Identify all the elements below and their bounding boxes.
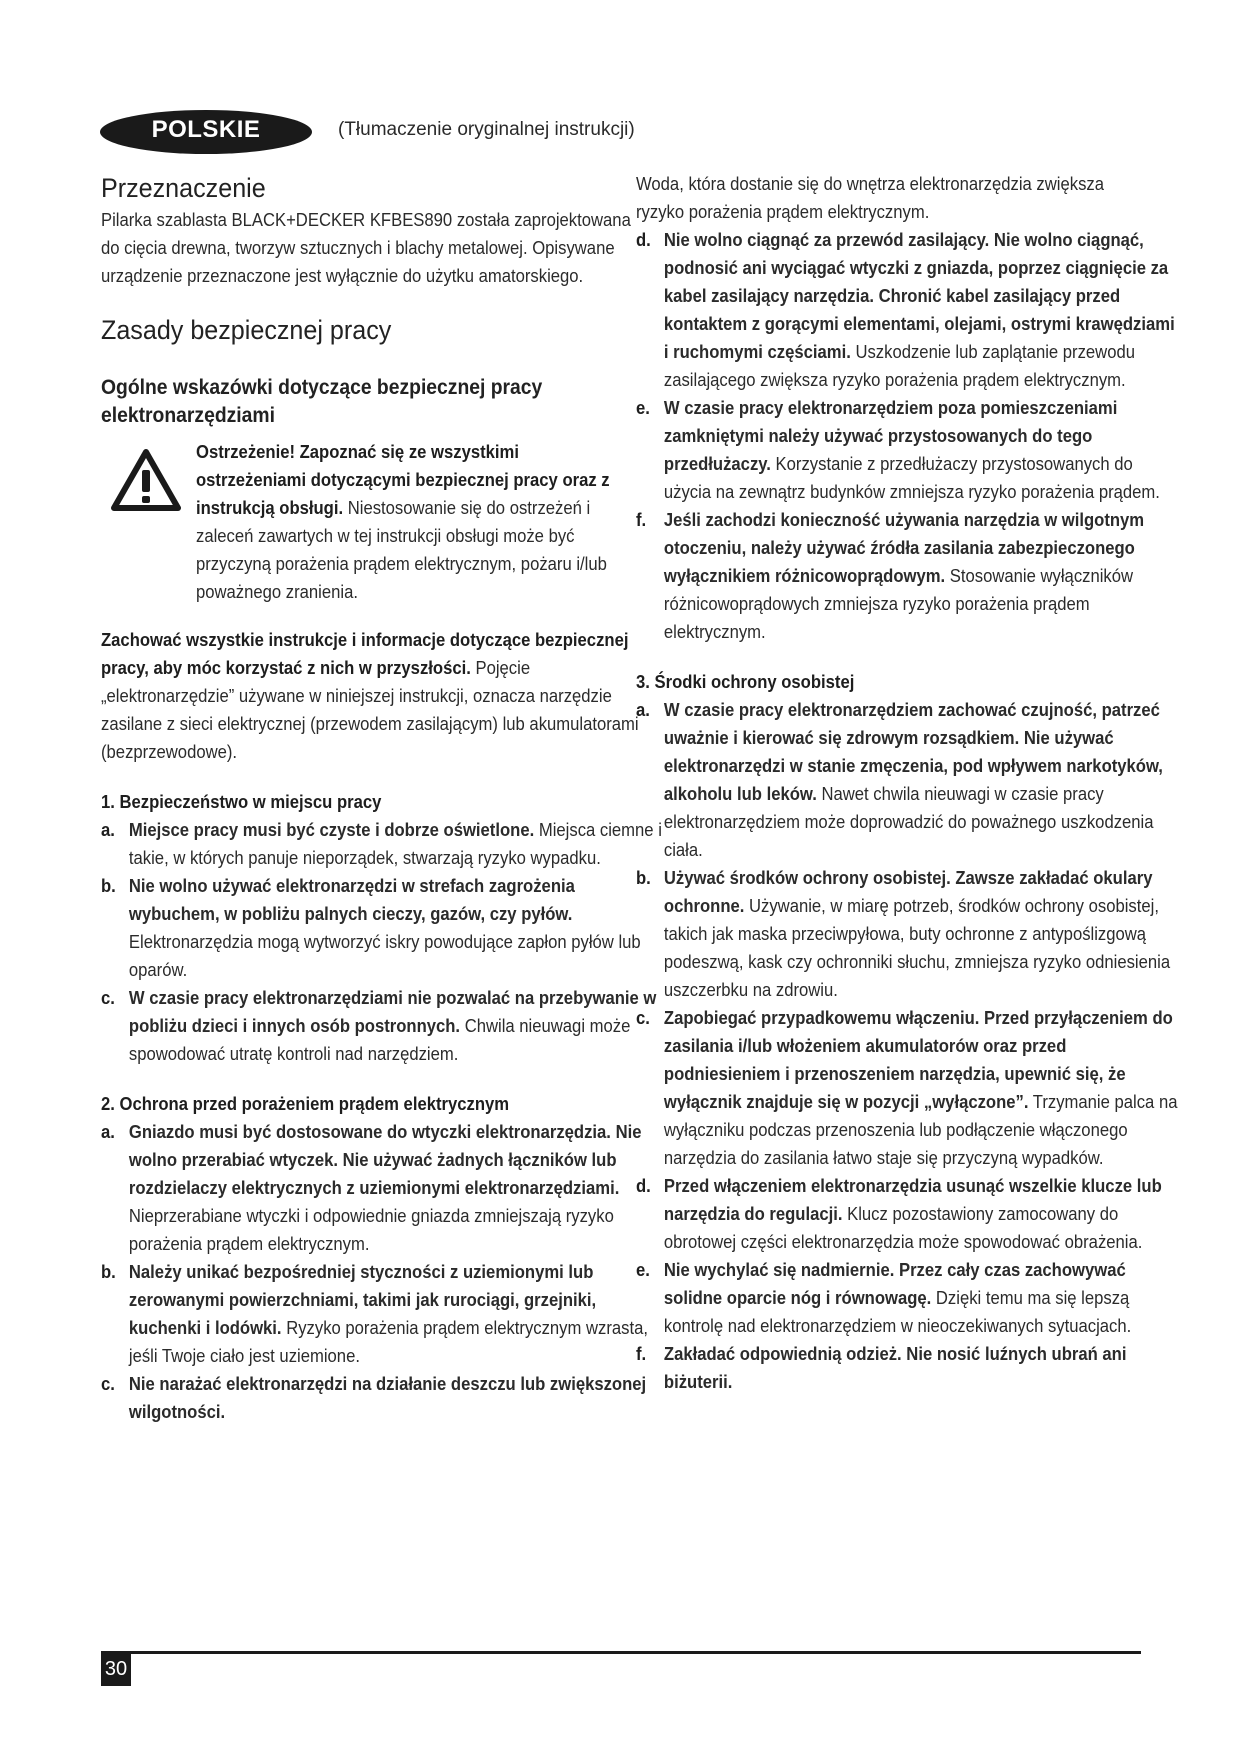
- warning-block: [101, 438, 641, 606]
- safety-heading: Zasady bezpiecznej pracy: [101, 315, 392, 345]
- list-item: d. Przed włączeniem elektronarzędzia usunąć wszelkie klucze lub narzędzia do regulacji. Klucz pozostawiony zamocowany do obrotowej części elektronarzędzia może spowodować obrażenia.: [636, 1175, 1162, 1252]
- intended-use-text: Pilarka szablasta BLACK+DECKER KFBES890 została zaprojektowana do cięcia drewna, tworzyw sztucznych i blachy metalowej. Opisywane urządzenie przeznaczone jest wyłącznie do użytku amatorskiego.: [101, 209, 631, 286]
- general-safety-heading: Ogólne wskazówki dotyczące bezpiecznej pracy elektronarzędziami: [101, 376, 543, 427]
- page-number: 30: [101, 1653, 131, 1686]
- translation-note: (Tłumaczenie oryginalnej instrukcji): [338, 119, 635, 140]
- personal-safety-section: [636, 668, 1178, 1396]
- list-item: a. W czasie pracy elektronarzędziem zachować czujność, patrzeć uważnie i kierować się zdrowym rozsądkiem. Nie używać elektronarzędzi w stanie zmęczenia, pod wpływem narkotyków, alkoholu lub leków. Nawet chwila nieuwagi w czasie pracy elektronarzędziem może doprowadzić do poważnego uszkodzenia ciała.: [636, 699, 1163, 860]
- warning-text: [196, 438, 641, 606]
- list-item: e. W czasie pracy elektronarzędziem poza pomieszczeniami zamkniętymi należy używać przystosowanych do tego przedłużaczy. Korzystanie z przedłużaczy przystosowanych do użycia na zewnątrz budynków zmniejsza ryzyko porażenia prądem.: [636, 397, 1160, 502]
- keep-detail: Pojęcie „elektronarzędzie” używane w niniejszej instrukcji, oznacza narzędzie zasilane z sieci elektrycznej (przewodem zasilającym) lub akumulatorami (bezprzewodowe).: [101, 657, 639, 762]
- list-item: f. Zakładać odpowiednią odzież. Nie nosić luźnych ubrań ani biżuterii.: [636, 1343, 1127, 1392]
- warning-detail: Niestosowanie się do ostrzeżeń i zaleceń zawartych w tej instrukcji obsługi może być przyczyną porażenia prądem elektrycznym, pożaru i/lub poważnego zranienia.: [196, 497, 607, 602]
- list-item: a. Miejsce pracy musi być czyste i dobrze oświetlone. Miejsca ciemne i takie, w których panuje nieporządek, stwarzają ryzyko wypadku.: [101, 819, 662, 868]
- list-item: b. Używać środków ochrony osobistej. Zawsze zakładać okulary ochronne. Używanie, w miarę potrzeb, środków ochrony osobistej, takich jak maska przeciwpyłowa, buty ochronne z antypoślizgową podeszwą, kask czy ochronniki słuchu, zmniejsza ryzyko odniesienia uszczerbku na zdrowiu.: [636, 867, 1171, 1000]
- list-item: f. Jeśli zachodzi konieczność używania narzędzia w wilgotnym otoczeniu, należy używać źródła zasilania zabezpieczonego wyłącznikiem różnicowoprądowym. Stosowanie wyłączników różnicowoprądowych zmniejsza ryzyko porażenia prądem elektrycznym.: [636, 509, 1145, 642]
- footer-divider: [101, 1651, 1141, 1654]
- work-area-title: 1. Bezpieczeństwo w miejscu pracy: [101, 791, 382, 812]
- personal-safety-title: 3. Środki ochrony osobistej: [636, 671, 855, 692]
- electrical-section: [101, 1090, 649, 1426]
- list-item: c. Zapobiegać przypadkowemu włączeniu. Przed przyłączeniem do zasilania i/lub włożeniem akumulatorów oraz przed podniesieniem i przenoszeniem narzędzia, upewnić się, że wyłącznik znajduje się w pozycji „wyłączone”. Trzymanie palca na wyłączniku podczas przenoszenia lub podłączenie włączonego narzędzia do zasilania łatwo staje się przyczyną wypadków.: [636, 1007, 1178, 1168]
- language-badge: [100, 110, 312, 154]
- list-item: b. Nie wolno używać elektronarzędzi w strefach zagrożenia wybuchem, w pobliżu palnych cieczy, gazów, czy pyłów. Elektronarzędzia mogą wytworzyć iskry powodujące zapłon pyłów lub oparów.: [101, 875, 641, 980]
- continuation-text: Woda, która dostanie się do wnętrza elektronarzędzia zwiększa ryzyko porażenia prądem elektrycznym.: [636, 173, 1104, 222]
- left-column: [101, 170, 662, 1426]
- list-item: a. Gniazdo musi być dostosowane do wtyczki elektronarzędzia. Nie wolno przerabiać wtyczek. Nie używać żadnych łączników lub rozdzielaczy elektrycznych z uziemionymi elektronarzędziami. Nieprzerabiane wtyczki i odpowiednie gniazda zmniejszają ryzyko porażenia prądem elektrycznym.: [101, 1121, 642, 1254]
- list-item: b. Należy unikać bezpośredniej styczności z uziemionymi lub zerowanymi powierzchniami, takimi jak rurociągi, grzejniki, kuchenki i lodówki. Ryzyko porażenia prądem elektrycznym wzrasta, jeśli Twoje ciało jest uziemione.: [101, 1261, 649, 1366]
- intended-use-heading: Przeznaczenie: [101, 173, 266, 203]
- language-label: POLSKIE: [151, 116, 261, 143]
- list-item: e. Nie wychylać się nadmiernie. Przez cały czas zachowywać solidne oparcie nóg i równowagę. Dzięki temu ma się lepszą kontrolę nad elektronarzędziem w nieoczekiwanych sytuacjach.: [636, 1259, 1132, 1336]
- keep-bold: Zachować wszystkie instrukcje i informacje dotyczące bezpiecznej pracy, aby móc korzystać z nich w przyszłości.: [101, 629, 629, 678]
- warning-triangle-icon: [111, 448, 181, 512]
- keep-instructions: [101, 626, 641, 766]
- right-column: [636, 170, 1178, 1396]
- list-item: c. Nie narażać elektronarzędzi na działanie deszczu lub zwiększonej wilgotności.: [101, 1373, 647, 1422]
- list-item: c. W czasie pracy elektronarzędziami nie pozwalać na przebywanie w pobliżu dzieci i innych osób postronnych. Chwila nieuwagi może spowodować utratę kontroli nad narzędziem.: [101, 987, 657, 1064]
- work-area-section: [101, 788, 662, 1068]
- warning-bold: Ostrzeżenie! Zapoznać się ze wszystkimi ostrzeżeniami dotyczącymi bezpiecznej pracy oraz z instrukcją obsługi.: [196, 441, 610, 518]
- list-item: d. Nie wolno ciągnąć za przewód zasilający. Nie wolno ciągnąć, podnosić ani wyciągać wtyczki z gniazda, poprzez ciągnięcie za kabel zasilający narzędzia. Chronić kabel zasilający przed kontaktem z gorącymi elementami, olejami, ostrymi krawędziami i ruchomymi częściami. Uszkodzenie lub zaplątanie przewodu zasilającego zwiększa ryzyko porażenia prądem elektrycznym.: [636, 229, 1175, 390]
- electrical-title: 2. Ochrona przed porażeniem prądem elektrycznym: [101, 1093, 510, 1114]
